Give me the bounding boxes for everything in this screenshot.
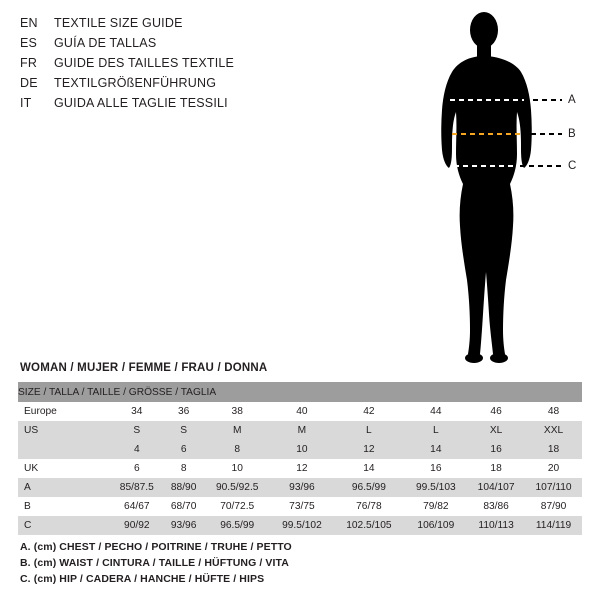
table-cell: 4: [110, 440, 164, 459]
table-cell: L: [405, 421, 467, 440]
table-cell: L: [333, 421, 404, 440]
table-row: [18, 497, 582, 516]
table-cell: 46: [467, 402, 525, 421]
table-cell: 88/90: [164, 478, 204, 497]
table-cell: XL: [467, 421, 525, 440]
language-title: TEXTILE SIZE GUIDE: [54, 16, 183, 30]
table-cell: 110/113: [467, 516, 525, 535]
table-header-row: [18, 382, 582, 402]
table-cell: 44: [405, 402, 467, 421]
table-cell: 93/96: [164, 516, 204, 535]
table-cell: S: [164, 421, 204, 440]
table-row: [18, 478, 582, 497]
table-cell: 64/67: [110, 497, 164, 516]
row-label: US: [18, 421, 110, 440]
table-cell: S: [110, 421, 164, 440]
table-cell: 12: [271, 459, 333, 478]
table-cell: 90.5/92.5: [204, 478, 271, 497]
measure-label-c: C: [568, 160, 577, 172]
table-cell: 10: [204, 459, 271, 478]
table-cell: 73/75: [271, 497, 333, 516]
table-cell: 14: [405, 440, 467, 459]
table-cell: 8: [204, 440, 271, 459]
table-cell: 68/70: [164, 497, 204, 516]
language-code: EN: [20, 16, 38, 30]
language-code: FR: [20, 56, 38, 70]
silhouette-svg: [380, 8, 590, 368]
table-cell: 38: [204, 402, 271, 421]
language-row: [20, 16, 350, 36]
measurement-legend: [20, 541, 580, 589]
table-cell: 18: [467, 459, 525, 478]
table-cell: 106/109: [405, 516, 467, 535]
language-title: TEXTILGRÖßENFÜHRUNG: [54, 76, 217, 90]
table-row: [18, 516, 582, 535]
table-cell: 10: [271, 440, 333, 459]
table-cell: 6: [110, 459, 164, 478]
table-cell: 90/92: [110, 516, 164, 535]
table-cell: M: [271, 421, 333, 440]
language-title: GUIDA ALLE TAGLIE TESSILI: [54, 96, 228, 110]
row-label: B: [18, 497, 110, 516]
table-cell: 12: [333, 440, 404, 459]
table-cell: 76/78: [333, 497, 404, 516]
table-cell: 104/107: [467, 478, 525, 497]
table-cell: 93/96: [271, 478, 333, 497]
language-row: [20, 96, 350, 116]
table-cell: 87/90: [525, 497, 582, 516]
table-cell: M: [204, 421, 271, 440]
table-row: [18, 421, 582, 440]
table-cell: 8: [164, 459, 204, 478]
table-cell: 6: [164, 440, 204, 459]
silhouette-shape: [441, 12, 532, 363]
measure-label-b: B: [568, 128, 576, 140]
table-cell: 99.5/103: [405, 478, 467, 497]
table-cell: 36: [164, 402, 204, 421]
table-cell: 34: [110, 402, 164, 421]
table-cell: 40: [271, 402, 333, 421]
table-header-label: SIZE / TALLA / TAILLE / GRÖSSE / TAGLIA: [18, 382, 582, 402]
female-silhouette-figure: [380, 8, 590, 368]
legend-line-c: C. (cm) HIP / CADERA / HANCHE / HÜFTE / HIPS: [20, 573, 265, 585]
table-cell: 96.5/99: [333, 478, 404, 497]
table-cell: 114/119: [525, 516, 582, 535]
language-title-block: [20, 16, 350, 116]
table-cell: 16: [405, 459, 467, 478]
legend-line-a: A. (cm) CHEST / PECHO / POITRINE / TRUHE / PETTO: [20, 541, 292, 553]
language-row: [20, 76, 350, 96]
table-cell: 99.5/102: [271, 516, 333, 535]
table-cell: XXL: [525, 421, 582, 440]
table-cell: 20: [525, 459, 582, 478]
table-cell: 96.5/99: [204, 516, 271, 535]
row-label: C: [18, 516, 110, 535]
row-label: [18, 440, 110, 459]
language-code: DE: [20, 76, 38, 90]
table-cell: 14: [333, 459, 404, 478]
table-cell: 85/87.5: [110, 478, 164, 497]
row-label: Europe: [18, 402, 110, 421]
language-code: IT: [20, 96, 32, 110]
table-cell: 70/72.5: [204, 497, 271, 516]
language-title: GUÍA DE TALLAS: [54, 36, 157, 50]
row-label: UK: [18, 459, 110, 478]
table-cell: 16: [467, 440, 525, 459]
language-title: GUIDE DES TAILLES TEXTILE: [54, 56, 235, 70]
table-cell: 79/82: [405, 497, 467, 516]
legend-line-b: B. (cm) WAIST / CINTURA / TAILLE / HÜFTUNG / VITA: [20, 557, 289, 569]
table-cell: 48: [525, 402, 582, 421]
table-cell: 83/86: [467, 497, 525, 516]
language-row: [20, 36, 350, 56]
row-label: A: [18, 478, 110, 497]
size-table: [18, 382, 582, 535]
table-row: [18, 459, 582, 478]
table-caption: WOMAN / MUJER / FEMME / FRAU / DONNA: [20, 362, 268, 374]
table-row: [18, 440, 582, 459]
language-code: ES: [20, 36, 38, 50]
table-cell: 18: [525, 440, 582, 459]
table-cell: 42: [333, 402, 404, 421]
language-row: [20, 56, 350, 76]
table-row: [18, 402, 582, 421]
table-cell: 107/110: [525, 478, 582, 497]
table-cell: 102.5/105: [333, 516, 404, 535]
measure-label-a: A: [568, 94, 576, 106]
